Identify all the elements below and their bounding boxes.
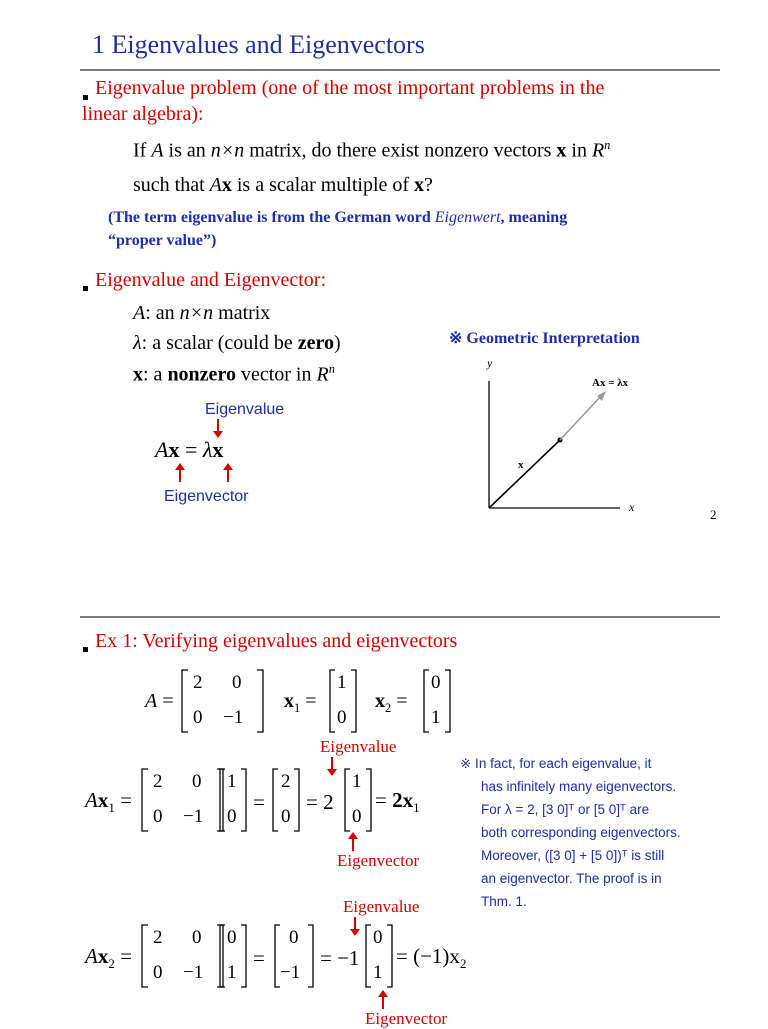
vector-x2-cell: 0 xyxy=(431,672,441,693)
eigenvector-label: Eigenvector xyxy=(164,488,249,505)
page-number: 2 xyxy=(710,507,717,522)
question-line-2: such that Ax is a scalar multiple of x? xyxy=(133,174,433,196)
eq2-matrix-cell: 0 xyxy=(153,962,163,983)
eq2-scaled-vector-cell: 0 xyxy=(373,927,383,948)
def-vector-x: x: a nonzero vector in $R^n$ xyxy=(133,362,335,386)
eigenvalue-down-arrow-ex1 xyxy=(326,757,338,777)
eq1-vector-cell: 1 xyxy=(227,771,237,792)
eq2-equals: = xyxy=(253,946,265,970)
eigenvector-up-arrow-ex1 xyxy=(347,832,359,852)
eq2-result: = $(-1)x_2$ xyxy=(396,944,467,972)
bullet-marker xyxy=(83,647,88,652)
graph-y-label: y xyxy=(487,356,493,370)
matrix-A-cell: −1 xyxy=(223,707,244,728)
eq1-lhs: $Ax_1$ = xyxy=(85,788,132,816)
eigenwert-note: (The term eigenvalue is from the German word Eigenwert, meaning xyxy=(108,209,568,226)
eq1-scaled-vector-cell: 0 xyxy=(352,806,362,827)
eigenvector-label-ex2: Eigenvector xyxy=(365,1009,448,1028)
eigen-def-heading: Eigenvalue and Eigenvector: xyxy=(95,269,327,291)
eigenvalue-problem-heading-cont: linear algebra): xyxy=(82,103,204,125)
eq1-matrix-cell: 2 xyxy=(153,771,163,792)
eq1-result: = $2x_1$ xyxy=(375,788,420,816)
bullet-marker xyxy=(83,286,88,291)
eq2-product-cell: −1 xyxy=(280,962,301,983)
eigenvalue-problem-heading: Eigenvalue problem (one of the most important problems in the xyxy=(95,77,605,99)
eq1-matrix-cell: 0 xyxy=(192,771,202,792)
eq1-matrix-cell: 0 xyxy=(153,806,163,827)
vector-x2-cell: 1 xyxy=(431,707,441,728)
eq2-matrix-cell: 0 xyxy=(192,927,202,948)
eigenvalue-label-ex1: Eigenvalue xyxy=(320,737,397,756)
eigenvalue-down-arrow xyxy=(212,419,224,439)
eq2-scaled-vector-cell: 1 xyxy=(373,962,383,983)
eq1-product-cell: 0 xyxy=(281,806,291,827)
eq2-lhs: $Ax_2$ = xyxy=(85,944,132,972)
eigenvector-up-arrow xyxy=(174,463,186,483)
vector-x1-cell: 0 xyxy=(337,707,347,728)
eq2-vector-cell: 0 xyxy=(227,927,237,948)
title-rule xyxy=(80,69,720,71)
graph-x-label: x xyxy=(629,500,635,514)
eq1-matrix-cell: −1 xyxy=(183,806,204,827)
eq2-scalar: = −1 xyxy=(320,946,360,970)
slide-title: 1 Eigenvalues and Eigenvectors xyxy=(92,30,425,59)
graph-vector-x-label: x xyxy=(518,459,524,471)
vector-x2-label: $x_2$ = xyxy=(375,690,408,715)
eq2-product-cell: 0 xyxy=(289,927,299,948)
eigenvalue-label-ex2: Eigenvalue xyxy=(343,897,420,916)
matrix-A-cell: 0 xyxy=(232,672,242,693)
question-line-1: If A is an n×n matrix, do there exist nonzero vectors x in $R^n$ xyxy=(133,138,611,162)
side-note: ※ In fact, for each eigenvalue, it has infinitely many eigenvectors. For λ = 2, [3 0]ᵀ or [5 0]ᵀ are both corresponding eigenvectors. Moreover, ([3 0] + [5 0])ᵀ is still an eigenvector. The proof is in Thm. 1. xyxy=(460,756,681,909)
vector-x1-cell: 1 xyxy=(337,672,347,693)
eigenwert-note-cont: “proper value”) xyxy=(108,232,217,249)
geometric-interpretation-title: ※ Geometric Interpretation xyxy=(449,330,640,347)
eq1-vector-cell: 0 xyxy=(227,806,237,827)
eq1-scalar: = 2 xyxy=(306,790,334,814)
eigenvector-label-ex1: Eigenvector xyxy=(337,851,420,870)
eigenvalue-label: Eigenvalue xyxy=(205,401,285,418)
eq2-matrix-cell: 2 xyxy=(153,927,163,948)
eq1-product-cell: 2 xyxy=(281,771,291,792)
eigenvector-up-arrow xyxy=(222,463,234,483)
graph-Ax-label: Ax = λx xyxy=(592,377,629,389)
example-heading: Ex 1: Verifying eigenvalues and eigenvectors xyxy=(95,630,458,652)
def-matrix-A: A: an n×n matrix xyxy=(133,302,271,324)
eigenvalue-down-arrow-ex2 xyxy=(349,917,361,937)
eq2-matrix-cell: −1 xyxy=(183,962,204,983)
bullet-marker xyxy=(83,95,88,100)
matrix-A-cell: 0 xyxy=(193,707,203,728)
matrix-A-cell: 2 xyxy=(193,672,203,693)
vector-x xyxy=(489,440,560,508)
matrix-A-label: A = xyxy=(145,690,174,712)
eq1-scaled-vector-cell: 1 xyxy=(352,771,362,792)
eigen-equation: Ax = λx xyxy=(155,437,224,462)
vector-x1-label: $x_1$ = xyxy=(284,690,317,715)
def-scalar-lambda: λ: a scalar (could be zero) xyxy=(133,332,341,354)
vector-Ax xyxy=(560,395,602,440)
eq1-equals: = xyxy=(253,790,265,814)
eq2-vector-cell: 1 xyxy=(227,962,237,983)
slide2-top-rule xyxy=(80,616,720,618)
eigenvector-up-arrow-ex2 xyxy=(377,990,389,1010)
